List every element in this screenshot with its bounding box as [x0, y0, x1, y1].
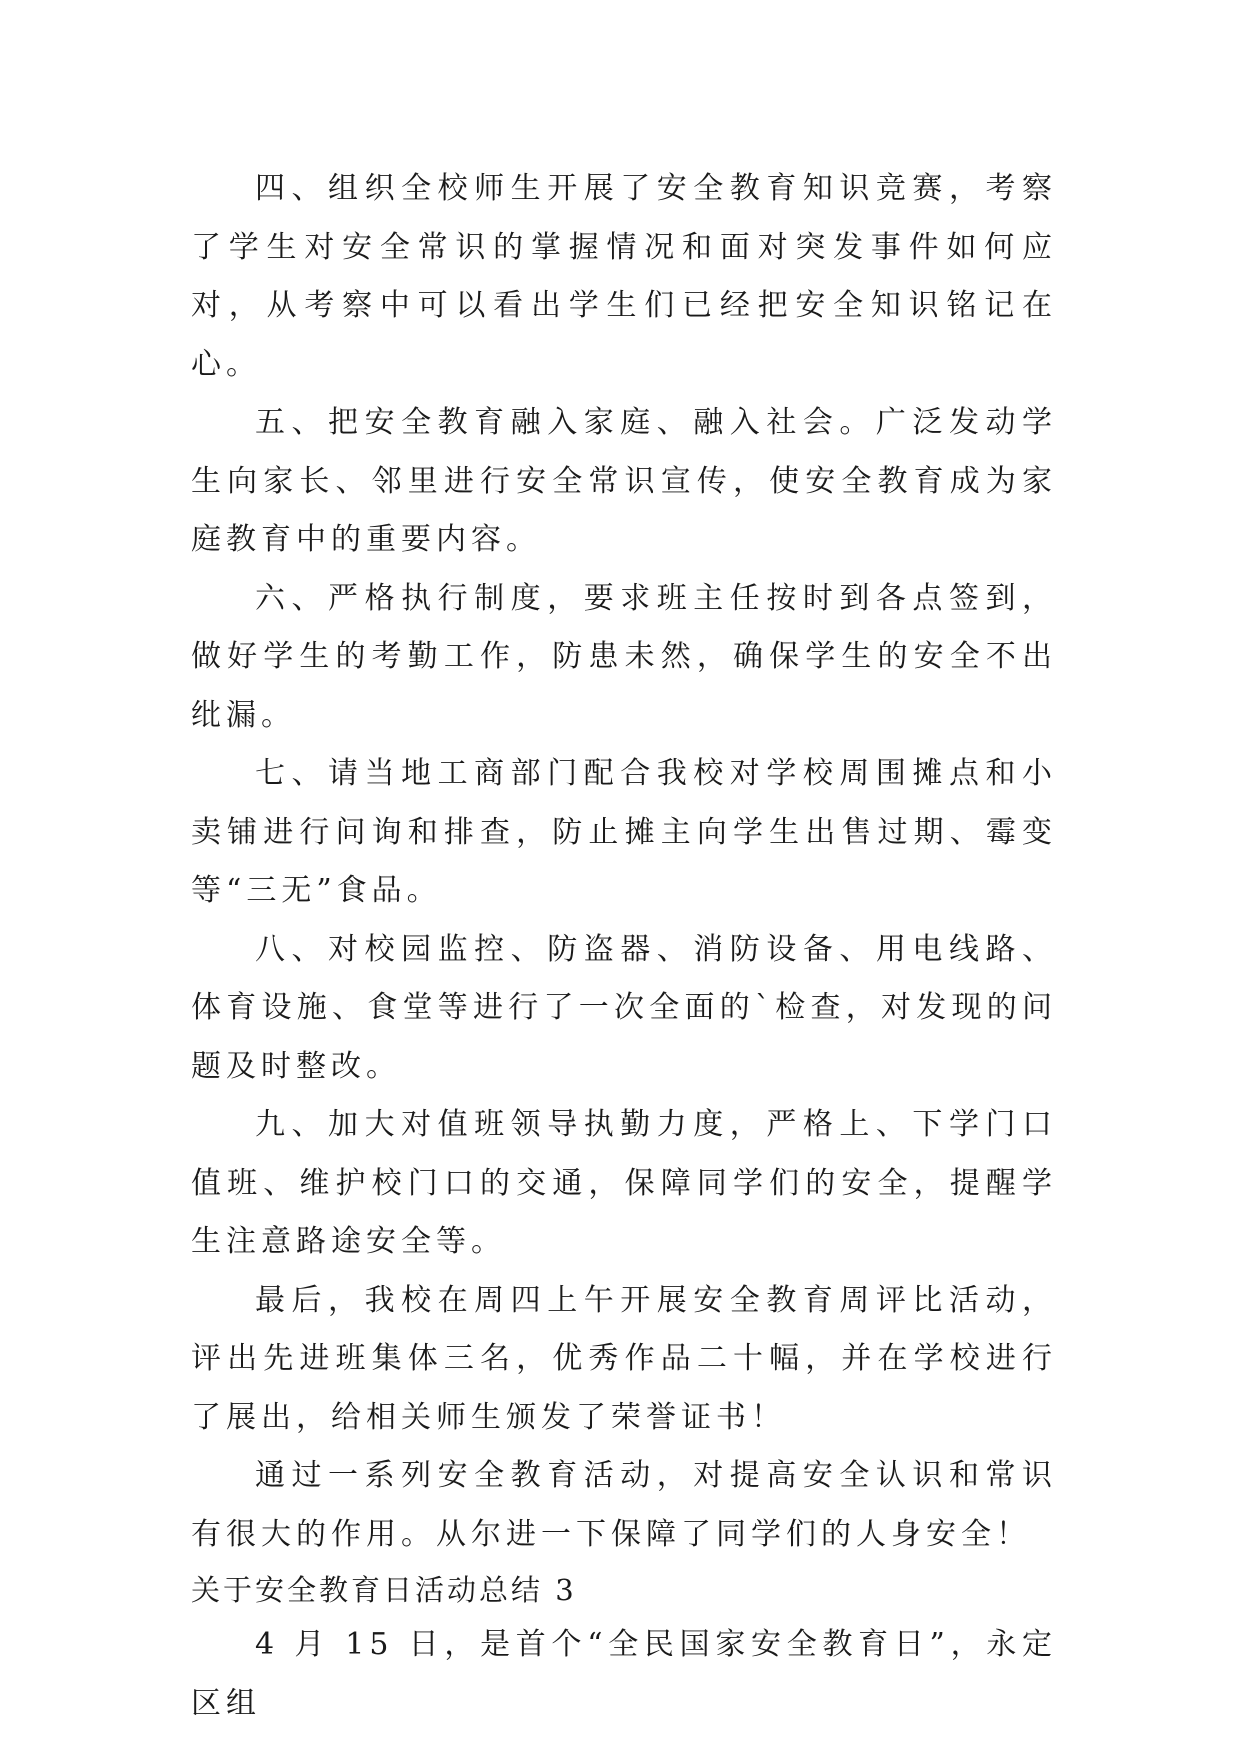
paragraph-april-15: 4 月 15 日，是首个“全民国家安全教育日”，永定区组 — [191, 1627, 1057, 1721]
paragraph-nine: 九、加大对值班领导执勤力度，严格上、下学门口值班、维护校门口的交通，保障同学们的安全，提醒学生注意路途安全等。 — [191, 1107, 1057, 1259]
paragraph-finally: 最后，我校在周四上午开展安全教育周评比活动，评出先进班集体三名，优秀作品二十幅，并在学校进行了展出，给相关师生颁发了荣誉证书！ — [191, 1282, 1057, 1435]
paragraph-five: 五、把安全教育融入家庭、融入社会。广泛发动学生向家长、邻里进行安全常识宣传，使安全教育成为家庭教育中的重要内容。 — [191, 405, 1057, 557]
document-body — [191, 160, 1057, 1733]
paragraph-seven: 七、请当地工商部门配合我校对学校周围摊点和小卖铺进行问询和排查，防止摊主向学生出售过期、霉变等“三无”食品。 — [191, 756, 1057, 908]
paragraph-four: 四、组织全校师生开展了安全教育知识竞赛，考察了学生对安全常识的掌握情况和面对突发事件如何应对，从考察中可以看出学生们已经把安全知识铭记在心。 — [191, 171, 1057, 382]
section-heading: 关于安全教育日活动总结 3 — [191, 1573, 577, 1607]
paragraph-six: 六、严格执行制度，要求班主任按时到各点签到，做好学生的考勤工作，防患未然，确保学生的安全不出纰漏。 — [191, 580, 1057, 733]
paragraph-conclusion: 通过一系列安全教育活动，对提高安全认识和常识有很大的作用。从尔进一下保障了同学们的人身安全！ — [191, 1458, 1057, 1552]
paragraph-eight: 八、对校园监控、防盗器、消防设备、用电线路、体育设施、食堂等进行了一次全面的`检查，对发现的问题及时整改。 — [191, 931, 1057, 1084]
